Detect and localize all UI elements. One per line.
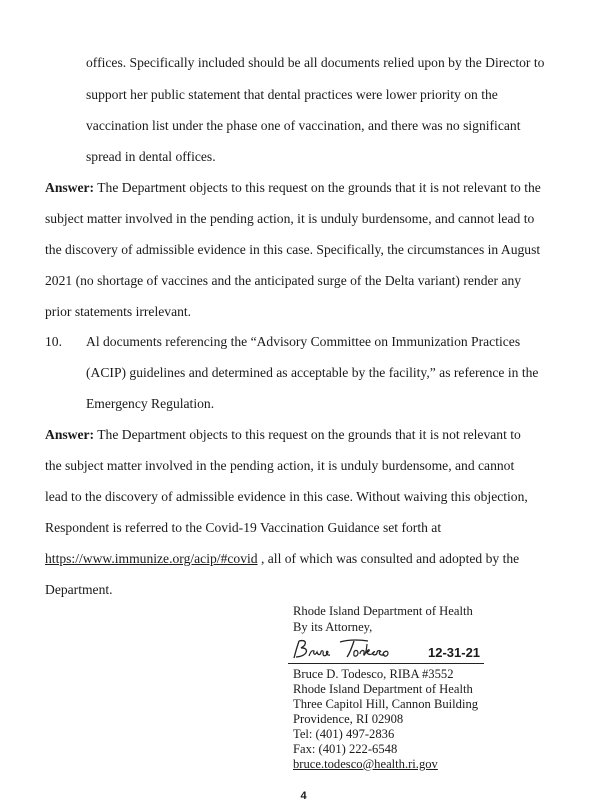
signature-org: Rhode Island Department of Health [293, 604, 473, 618]
email-link[interactable]: bruce.todesco@health.ri.gov [293, 757, 438, 771]
answer9-first-text: The Department objects to this request on the grounds that it is not relevant to the [94, 180, 541, 195]
answer10-first-text: The Department objects to this request on the grounds that it is not relevant to [94, 427, 521, 442]
signature-detail: Three Capitol Hill, Cannon Building [293, 697, 479, 711]
signature-detail: Bruce D. Todesco, RIBA #3552 [293, 667, 454, 681]
answer10-line: lead to the discovery of admissible evidence in this case. Without waiving this objection, [45, 489, 528, 504]
handwritten-signature [290, 636, 420, 664]
signature-line [288, 663, 484, 664]
answer10-last-line: Department. [45, 582, 113, 597]
answer10-link-tail: , all of which was consulted and adopted by the [257, 551, 520, 566]
answer10-link-line [45, 551, 519, 567]
answer10-first-line [45, 427, 521, 443]
signature-detail: Rhode Island Department of Health [293, 682, 473, 696]
answer10-line: the subject matter involved in the pending action, it is unduly burdensome, and cannot [45, 458, 515, 473]
signature-detail: Providence, RI 02908 [293, 712, 404, 726]
item10-line: Al documents referencing the “Advisory Committee on Immunization Practices [86, 334, 521, 349]
item9-line: spread in dental offices. [86, 149, 216, 164]
item10-number: 10. [45, 334, 62, 349]
answer10-line: Respondent is referred to the Covid-19 Vaccination Guidance set forth at [45, 520, 442, 535]
item9-line: vaccination list under the phase one of vaccination, and there was no significant [86, 118, 521, 133]
acip-covid-link[interactable]: https://www.immunize.org/acip/#covid [45, 551, 258, 566]
item10-line: (ACIP) guidelines and determined as acceptable by the facility,” as reference in the [86, 365, 539, 380]
signature-detail: Tel: (401) 497-2836 [293, 727, 395, 741]
signature-by: By its Attorney, [293, 620, 373, 634]
item10-line: Emergency Regulation. [86, 396, 215, 411]
page-number: 4 [300, 790, 307, 802]
answer-label: Answer: [45, 180, 95, 195]
item9-line: offices. Specifically included should be all documents relied upon by the Director to [86, 55, 545, 70]
answer9-line: subject matter involved in the pending action, it is unduly burdensome, and cannot lead to [45, 211, 535, 226]
answer9-line: prior statements irrelevant. [45, 304, 192, 319]
signature-detail: Fax: (401) 222-6548 [293, 742, 398, 756]
answer-label: Answer: [45, 427, 95, 442]
item9-line: support her public statement that dental practices were lower priority on the [86, 87, 498, 102]
answer9-line: the discovery of admissible evidence in this case. Specifically, the circumstances in August [45, 242, 541, 257]
answer9-first-line [45, 180, 541, 196]
signature-date: 12-31-21 [428, 645, 481, 660]
answer9-line: 2021 (no shortage of vaccines and the anticipated surge of the Delta variant) render any [45, 273, 522, 288]
